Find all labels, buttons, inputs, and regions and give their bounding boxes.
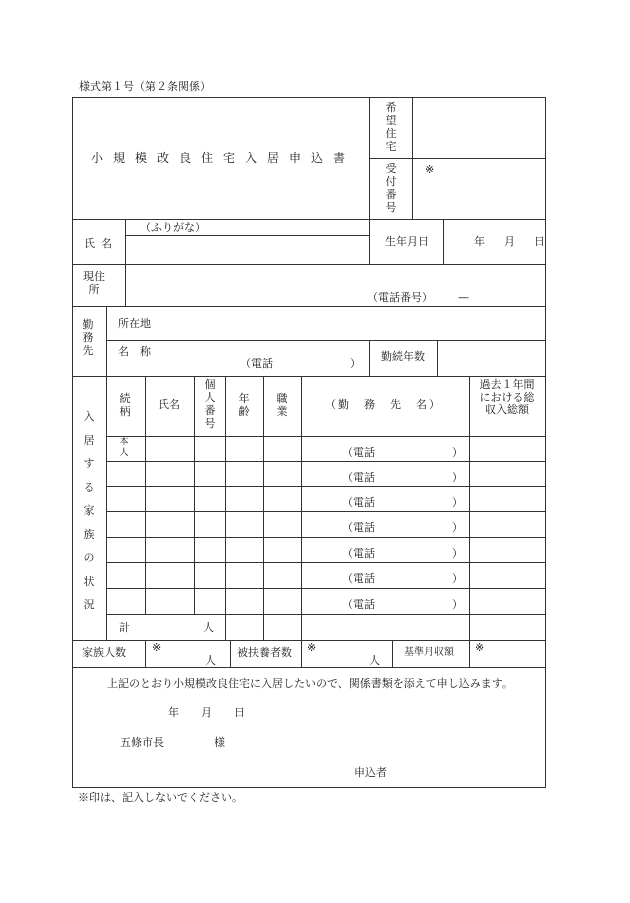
dependents-unit: 人 [369, 654, 380, 667]
dependents-mark: ※ [307, 641, 317, 654]
address-phone-label: （電話番号） [367, 291, 433, 304]
row-phone-1: （電話 [342, 446, 375, 459]
row-phone-close-4: ） [452, 521, 463, 534]
name-label: 氏名 [84, 237, 118, 250]
income-label: 基準月収額 [404, 647, 454, 658]
row-phone-close-2: ） [452, 471, 463, 484]
total-unit: 人 [203, 621, 214, 634]
address-label: 現住所 [83, 270, 105, 296]
row-phone-5: （電話 [342, 547, 375, 560]
workplace-name-label: 名 称 [118, 345, 151, 358]
family-count-unit: 人 [205, 654, 216, 667]
row-phone-6: （電話 [342, 572, 375, 585]
row-phone-close-5: ） [452, 547, 463, 560]
form-title: 小規模改良住宅入居申込書 [90, 151, 355, 165]
row-phone-close-7: ） [452, 598, 463, 611]
income-mark: ※ [475, 641, 485, 654]
workplace-location-label: 所在地 [118, 317, 151, 330]
declaration-text: 上記のとおり小規模改良住宅に入居したいので、関係書類を添えて申し込みます。 [107, 677, 513, 690]
workplace-label: 勤務先 [82, 318, 94, 357]
col-workplace: （勤 務 先 名） [325, 398, 442, 411]
total-label: 計 [119, 621, 130, 634]
family-count-mark: ※ [152, 641, 162, 654]
col-occupation: 職業 [276, 392, 288, 418]
years-of-service-label: 勤続年数 [381, 350, 425, 363]
desired-housing-label: 希望住宅 [385, 101, 397, 153]
row-phone-close-1: ） [452, 446, 463, 459]
row-phone-3: （電話 [342, 496, 375, 509]
receipt-number-mark: ※ [425, 163, 435, 176]
row-phone-close-3: ） [452, 496, 463, 509]
birthdate-format: 年 月 日 [474, 235, 549, 248]
form-number: 様式第１号（第２条関係） [79, 80, 211, 93]
workplace-phone-close: ） [350, 357, 361, 370]
receipt-number-label: 受付番号 [385, 162, 397, 214]
row-phone-2: （電話 [342, 471, 375, 484]
family-count-label: 家族人数 [82, 646, 126, 659]
address-phone-dash: — [458, 291, 469, 304]
applicant-label: 申込者 [354, 766, 387, 779]
honorific: 様 [214, 736, 225, 749]
row-phone-4: （電話 [342, 521, 375, 534]
col-age: 年齢 [238, 392, 250, 418]
dependents-label: 被扶養者数 [237, 646, 292, 659]
col-name: 氏名 [158, 398, 180, 411]
self-label: 本人 [119, 437, 129, 458]
footnote: ※印は、記入しないでください。 [78, 791, 243, 804]
addressee: 五條市長 [120, 736, 164, 749]
row-phone-7: （電話 [342, 598, 375, 611]
col-personal-number: 個人番号 [204, 378, 216, 430]
furigana-label: （ふりがな） [140, 221, 206, 234]
row-phone-close-6: ） [452, 572, 463, 585]
family-section-label: 入居する家族の状況 [83, 410, 95, 611]
workplace-phone-label: （電話 [240, 357, 273, 370]
birthdate-label: 生年月日 [385, 235, 429, 248]
col-relation: 続柄 [119, 392, 131, 418]
declaration-date: 年 月 日 [168, 706, 245, 719]
col-income: 過去１年間における総収入総額 [479, 378, 535, 416]
